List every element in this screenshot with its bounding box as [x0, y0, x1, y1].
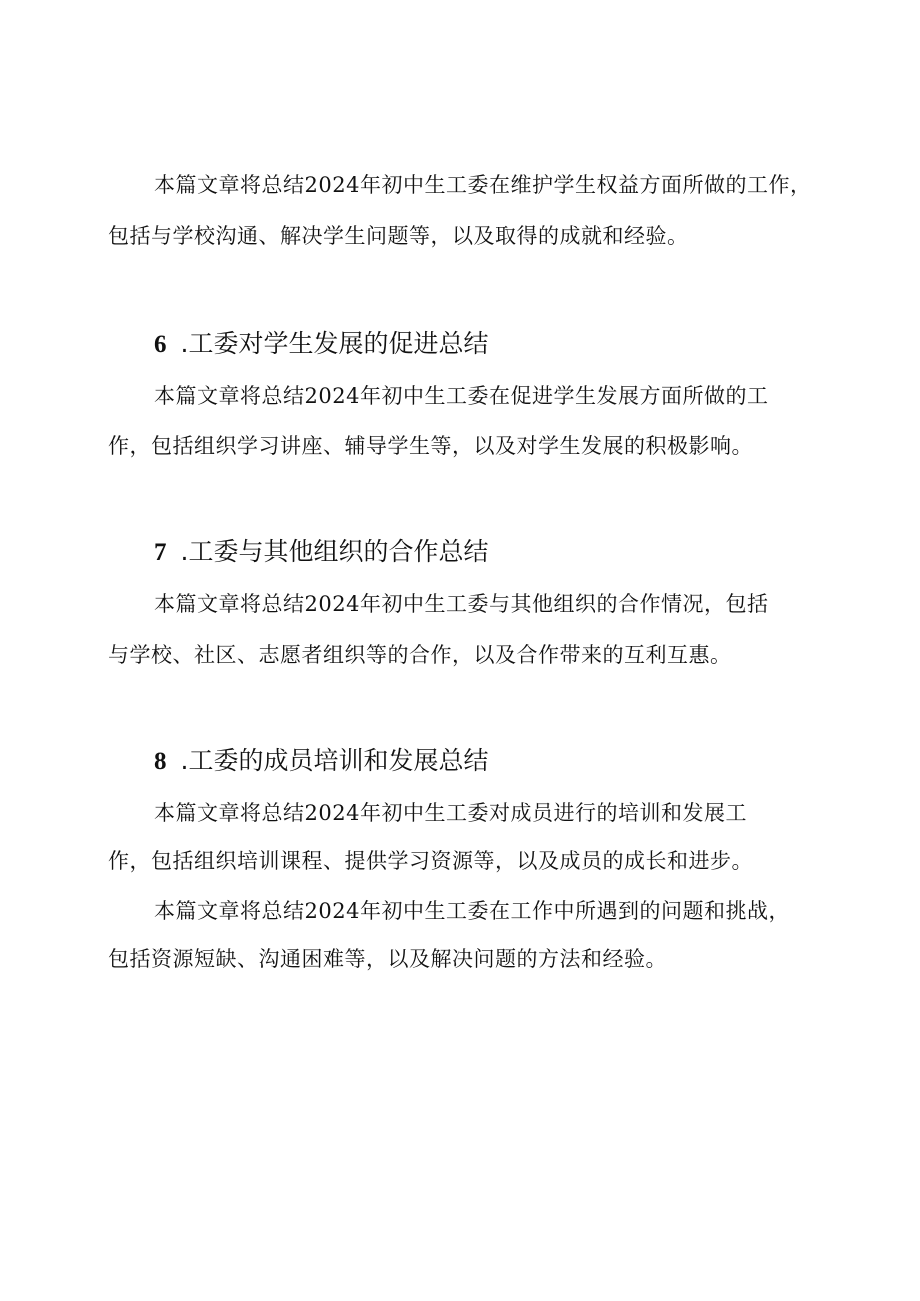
- section7-heading: [154, 535, 854, 570]
- section8-paragraph2-line1: 本篇文章将总结2024年初中生工委在工作中所遇到的问题和挑战，: [154, 899, 790, 923]
- section8-paragraph1-line2: 作，包括组织培训课程、提供学习资源等，以及成员的成长和进步。: [108, 849, 753, 873]
- section7-title: .工委与其他组织的合作总结: [180, 537, 489, 566]
- section8-heading: [154, 744, 854, 779]
- section6-title: .工委对学生发展的促进总结: [180, 329, 489, 358]
- section8-title: .工委的成员培训和发展总结: [180, 746, 489, 775]
- section8-paragraph2-line2: 包括资源短缺、沟通困难等，以及解决问题的方法和经验。: [108, 947, 667, 971]
- section6-heading: [154, 327, 854, 362]
- section8-number: 8: [154, 748, 167, 775]
- section5-paragraph-line2: 包括与学校沟通、解决学生问题等，以及取得的成就和经验。: [108, 224, 689, 248]
- section6-number: 6: [154, 331, 167, 358]
- section5-paragraph-line1: 本篇文章将总结2024年初中生工委在维护学生权益方面所做的工作，: [154, 173, 812, 197]
- section7-paragraph-line2: 与学校、社区、志愿者组织等的合作，以及合作带来的互利互惠。: [108, 643, 732, 667]
- section6-paragraph-line1: 本篇文章将总结2024年初中生工委在促进学生发展方面所做的工: [154, 384, 769, 408]
- section7-paragraph-line1: 本篇文章将总结2024年初中生工委与其他组织的合作情况，包括: [154, 592, 769, 616]
- section6-paragraph-line2: 作，包括组织学习讲座、辅导学生等，以及对学生发展的积极影响。: [108, 434, 753, 458]
- section8-paragraph1-line1: 本篇文章将总结2024年初中生工委对成员进行的培训和发展工: [154, 801, 747, 825]
- section7-number: 7: [154, 539, 167, 566]
